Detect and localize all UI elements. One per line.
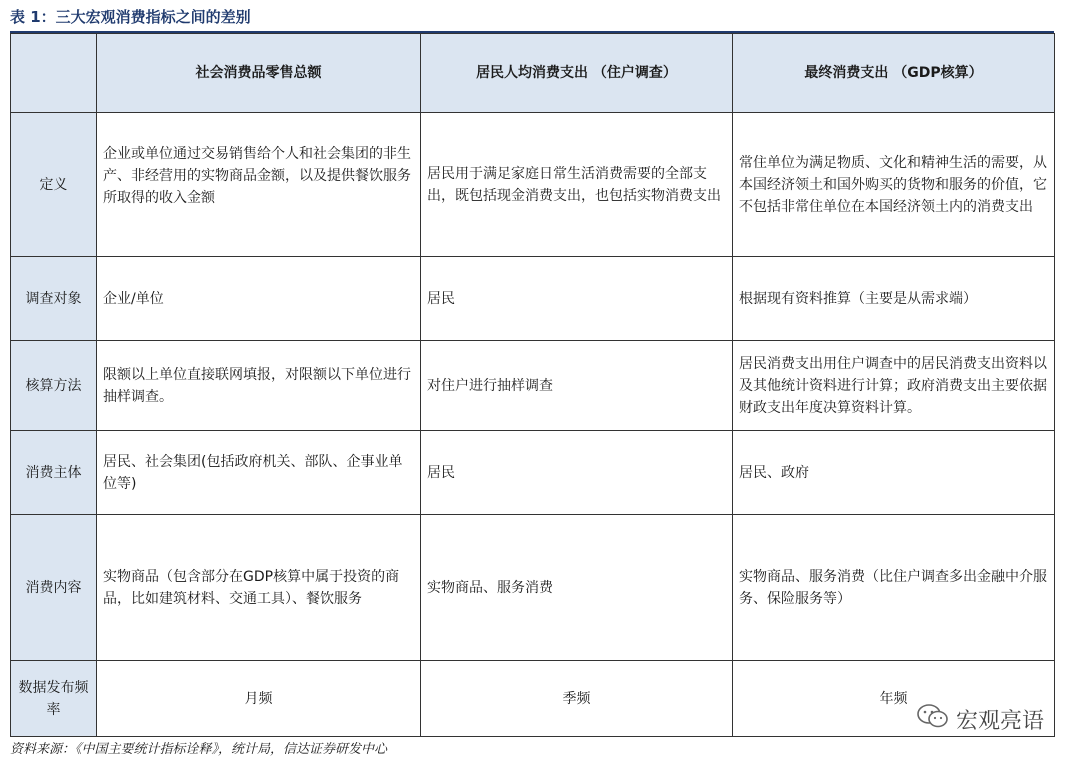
wechat-icon (916, 703, 950, 735)
table-cell: 年频 (733, 661, 1055, 737)
row-label: 数据发布频率 (11, 661, 97, 737)
table-header-row (11, 34, 1055, 113)
table-cell: 季频 (421, 661, 733, 737)
table-cell: 实物商品、服务消费 (421, 515, 733, 661)
row-label: 核算方法 (11, 341, 97, 431)
row-label: 调查对象 (11, 257, 97, 341)
table-cell: 常住单位为满足物质、文化和精神生活的需要，从本国经济领土和国外购买的货物和服务的价值，它不包括非常住单位在本国经济领土内的消费支出 (733, 113, 1055, 257)
table-cell: 对住户进行抽样调查 (421, 341, 733, 431)
table-cell: 根据现有资料推算（主要是从需求端） (733, 257, 1055, 341)
header-final-consumption: 最终消费支出 （GDP核算） (733, 34, 1055, 113)
table-row (11, 661, 1055, 737)
table-caption: 表 1：三大宏观消费指标之间的差别 (10, 8, 251, 26)
table-cell: 居民 (421, 431, 733, 515)
comparison-table (10, 33, 1055, 737)
table-cell: 企业或单位通过交易销售给个人和社会集团的非生产、非经营用的实物商品金额，以及提供餐饮服务所取得的收入金额 (97, 113, 421, 257)
source-note: 资料来源：《中国主要统计指标诠释》，统计局，信达证券研发中心 (10, 742, 388, 757)
table-cell: 实物商品（包含部分在GDP核算中属于投资的商品，比如建筑材料、交通工具）、餐饮服务 (97, 515, 421, 661)
table-cell: 实物商品、服务消费（比住户调查多出金融中介服务、保险服务等） (733, 515, 1055, 661)
table-cell: 居民用于满足家庭日常生活消费需要的全部支出，既包括现金消费支出，也包括实物消费支出 (421, 113, 733, 257)
header-corner (11, 34, 97, 113)
table-cell: 居民、政府 (733, 431, 1055, 515)
watermark (916, 703, 1044, 735)
table-cell: 月频 (97, 661, 421, 737)
table-cell: 企业/单位 (97, 257, 421, 341)
table-row (11, 515, 1055, 661)
table-cell: 居民、社会集团(包括政府机关、部队、企事业单位等) (97, 431, 421, 515)
table-row (11, 431, 1055, 515)
row-label: 定义 (11, 113, 97, 257)
table-cell: 居民 (421, 257, 733, 341)
watermark-text: 宏观亮语 (955, 708, 1044, 734)
table-row (11, 341, 1055, 431)
table-cell: 居民消费支出用住户调查中的居民消费支出资料以及其他统计资料进行计算；政府消费支出主要依据财政支出年度决算资料计算。 (733, 341, 1055, 431)
row-label: 消费主体 (11, 431, 97, 515)
header-household-spending: 居民人均消费支出 （住户调查） (421, 34, 733, 113)
table-cell: 限额以上单位直接联网填报，对限额以下单位进行抽样调查。 (97, 341, 421, 431)
row-label: 消费内容 (11, 515, 97, 661)
table-row (11, 113, 1055, 257)
table-row (11, 257, 1055, 341)
header-retail-sales: 社会消费品零售总额 (97, 34, 421, 113)
